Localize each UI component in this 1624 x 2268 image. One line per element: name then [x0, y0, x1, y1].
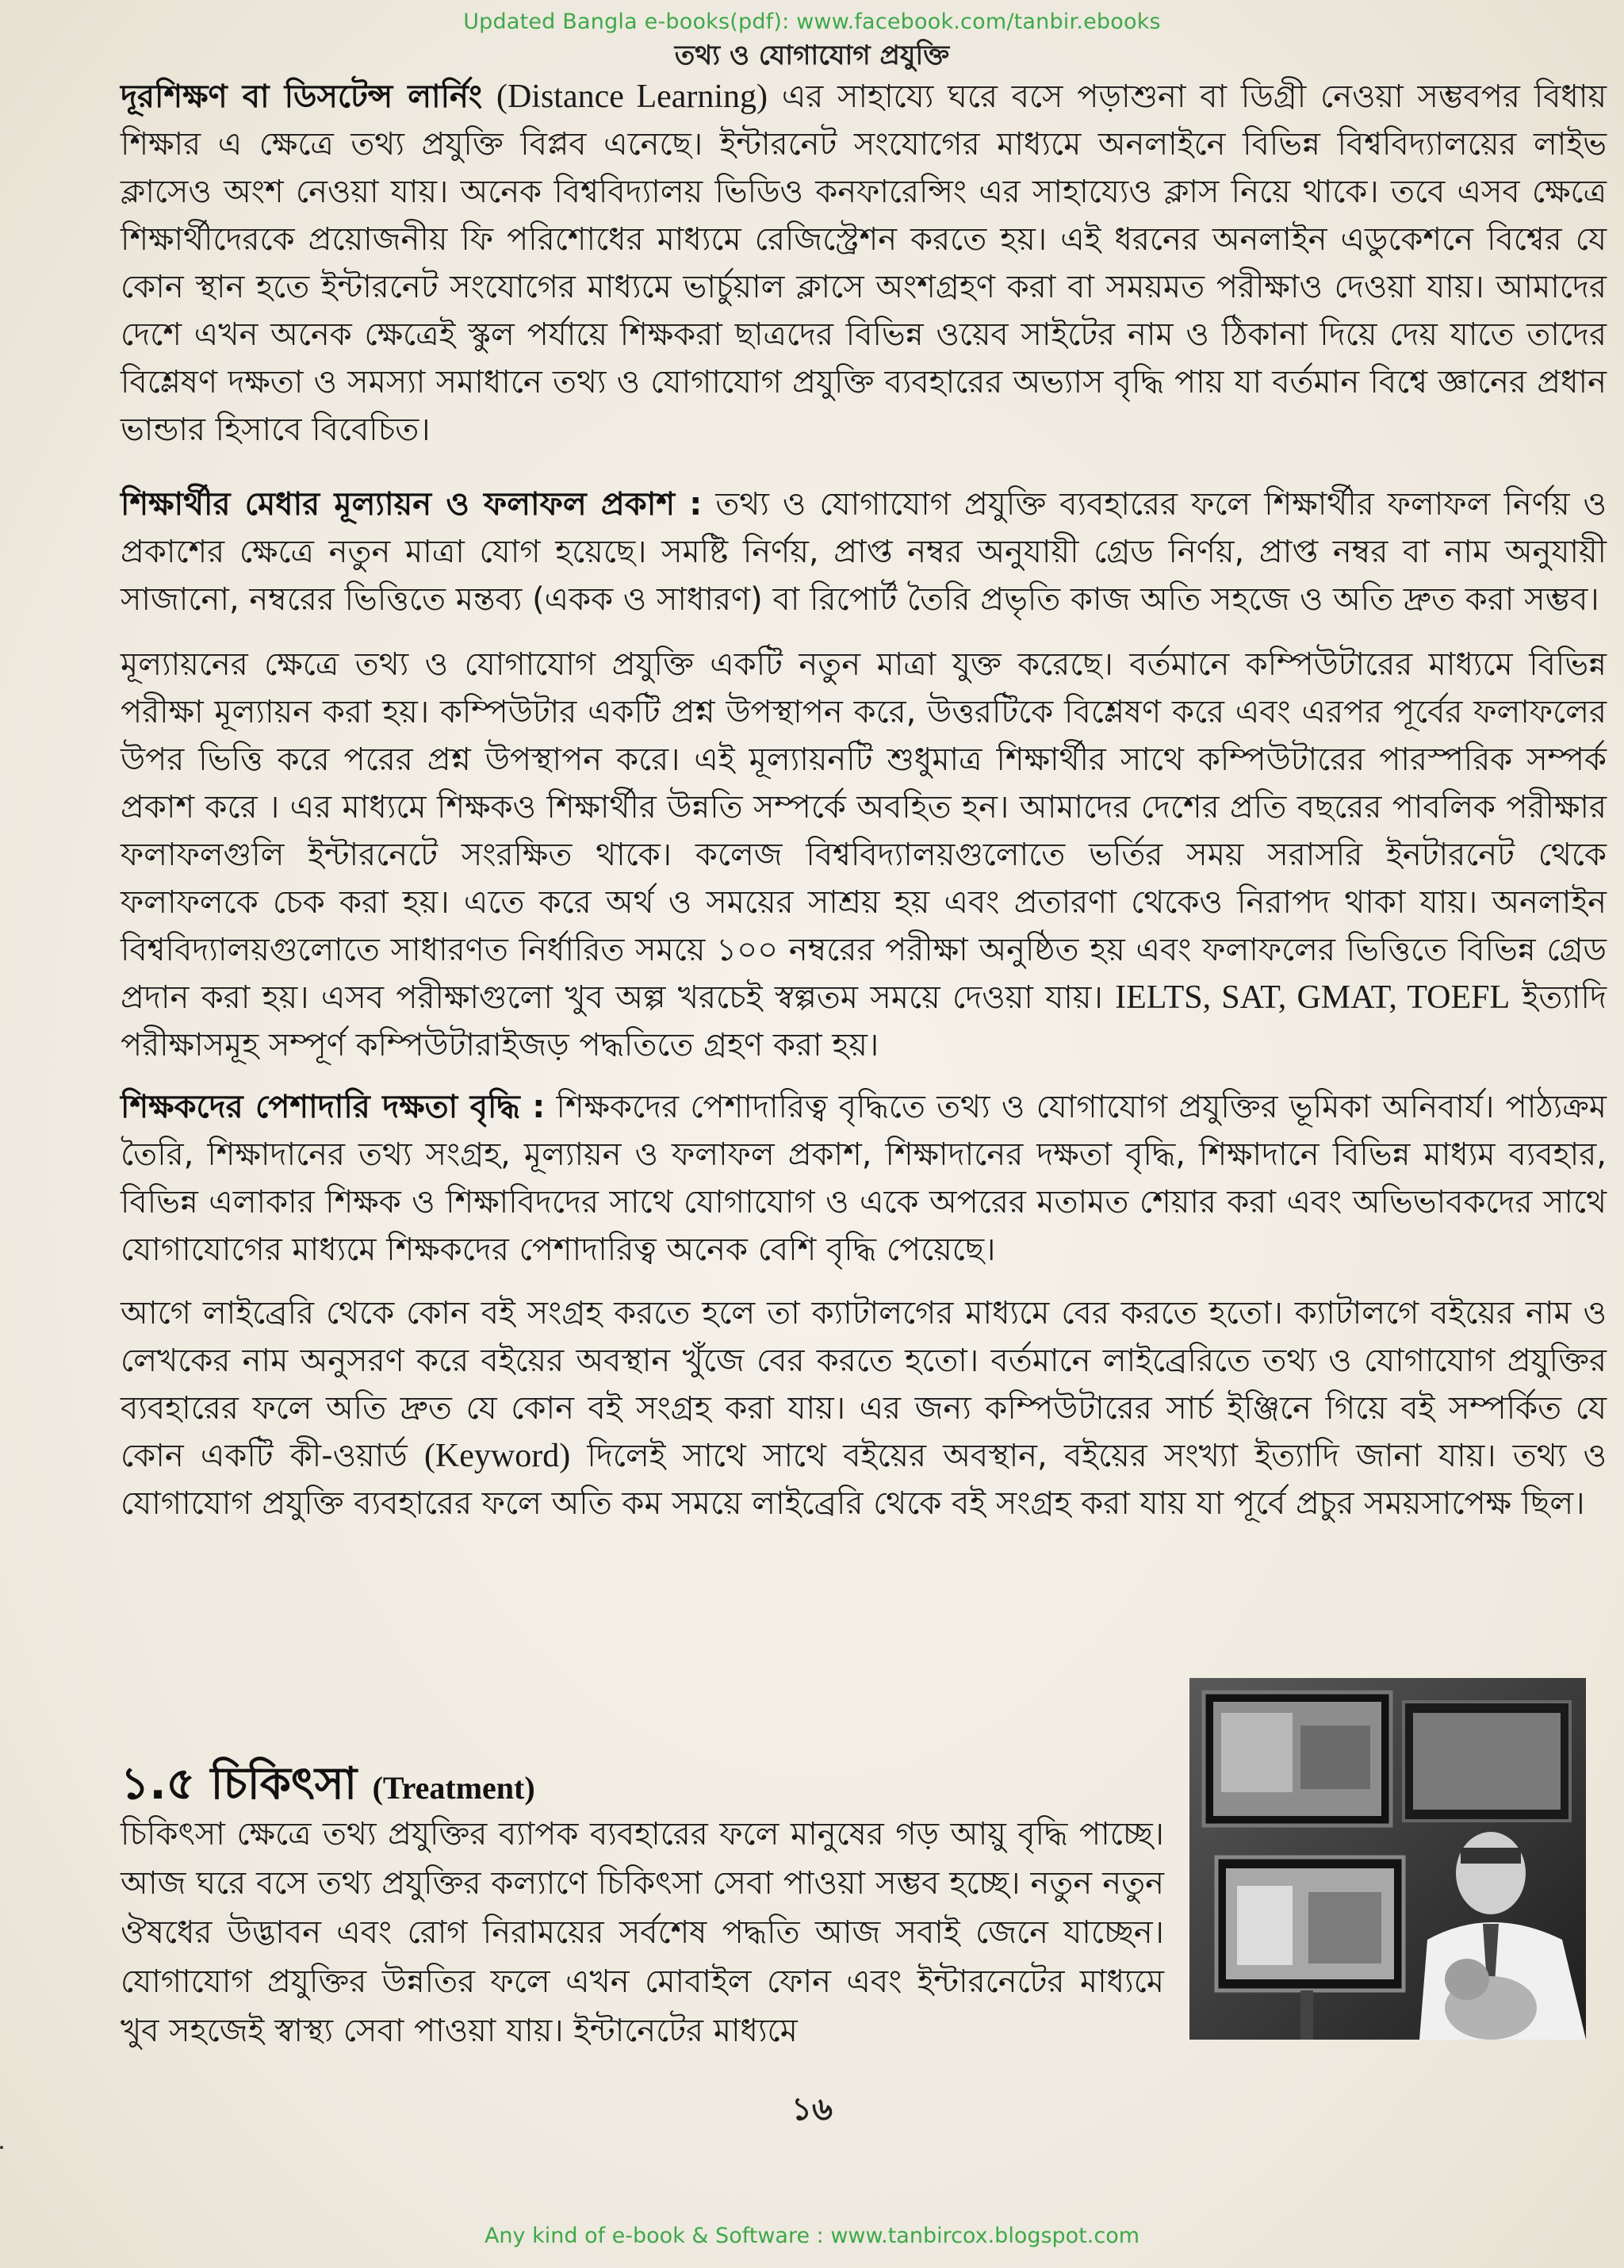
- latin-term: (Keyword): [423, 1438, 571, 1474]
- section-title-english: (Treatment): [372, 1770, 535, 1806]
- paragraph-body: আগে লাইব্রেরি থেকে কোন বই সংগ্রহ করতে হলে তা ক্যাটালগের মাধ্যমে বের করতে হতো। ক্যাটালগে বইয়ের নাম ও লেখকের নাম অনুসরণ করে বইয়ের অবস্থান খুঁজে বের করতে হতো। বর্তমানে লাইব্রেরিতে তথ্য ও যোগাযোগ প্রযুক্তির ব্যবহারের ফলে অতি দ্রুত যে কোন বই সংগ্রহ করা যায়। এর জন্য কম্পিউটারের সার্চ ইঞ্জিনে গিয়ে বই সম্পর্কিত যে কোন একটি কী-ওয়ার্ড: [121, 1295, 1607, 1474]
- bottom-watermark-link[interactable]: Any kind of e-book & Software : www.tanbircox.blogspot.com: [484, 2224, 1140, 2248]
- telemedicine-photo: [1189, 1678, 1586, 2040]
- scan-speck: [0, 2146, 3, 2149]
- paragraph-body: শিক্ষকদের পেশাদারিত্ব বৃদ্ধিতে তথ্য ও যোগাযোগ প্রযুক্তির ভূমিকা অনিবার্য। পাঠ্যক্রম তৈরি, শিক্ষাদানের তথ্য সংগ্রহ, মূল্যায়ন ও ফলাফল প্রকাশ, শিক্ষাদানের দক্ষতা বৃদ্ধি, শিক্ষাদানে বিভিন্ন মাধ্যম ব্যবহার, বিভিন্ন এলাকার শিক্ষক ও শিক্ষাবিদদের সাথে যোগাযোগ ও একে অপরের মতামত শেয়ার করা এবং অভিভাবকদের সাথে যোগাযোগের মাধ্যমে শিক্ষকদের পেশাদারিত্ব অনেক বেশি বৃদ্ধি পেয়েছে।: [121, 1089, 1607, 1268]
- section-title: চিকিৎসা: [210, 1758, 358, 1810]
- latin-term: (Distance Learning): [496, 79, 768, 115]
- body-content: [121, 73, 1607, 1548]
- paragraph-body: মূল্যায়নের ক্ষেত্রে তথ্য ও যোগাযোগ প্রযুক্তি একটি নতুন মাত্রা যুক্ত করেছে। বর্তমানে কম্পিউটারের মাধ্যমে বিভিন্ন পরীক্ষা মূল্যায়ন করা হয়। কম্পিউটার একটি প্রশ্ন উপস্থাপন করে, উত্তরটিকে বিশ্লেষণ করে এবং এরপর পূর্বের ফলাফলের উপর ভিত্তি করে পরের প্রশ্ন উপস্থাপন করে। এই মূল্যায়নটি শুধুমাত্র শিক্ষার্থীর সাথে কম্পিউটারের পারস্পরিক সম্পর্ক প্রকাশ করে । এর মাধ্যমে শিক্ষকও শিক্ষার্থীর উন্নতি সম্পর্কে অবহিত হন। আমাদের দেশের প্রতি বছরের পাবলিক পরীক্ষার ফলাফলগুলি ইন্টারনেটে সংরক্ষিত থাকে। কলেজ বিশ্ববিদ্যালয়গুলোতে ভর্তির সময় সরাসরি ইনটারনেট থেকে ফলাফলকে চেক করা হয়। এতে করে অর্থ ও সময়ের সাশ্রয় হয় এবং প্রতারণা থেকেও নিরাপদ থাকা যায়। অনলাইন বিশ্ববিদ্যালয়গুলোতে সাধারণত নির্ধারিত সময়ে ১০০ নম্বরের পরীক্ষা অনুষ্ঠিত হয় এবং ফলাফলের ভিত্তিতে বিভিন্ন গ্রেড প্রদান করা হয়। এসব পরীক্ষাগুলো খুব অল্প খরচেই স্বল্পতম সময়ে দেওয়া যায়।: [121, 646, 1607, 1016]
- paragraph-library: [121, 1289, 1607, 1527]
- paragraph-evaluation: [121, 481, 1607, 623]
- paragraph-lead: দূরশিক্ষণ বা ডিসটেন্স লার্নিং: [121, 79, 483, 115]
- paragraph-tail: দিলেই সাথে সাথে বইয়ের অবস্থান, বইয়ের সংখ্যা ইত্যাদি জানা যায়। তথ্য ও যোগাযোগ প্রযুক্তি ব্যবহারের ফলে অতি কম সময়ে লাইব্রেরি থেকে বই সংগ্রহ করা যায় যা পূর্বে প্রচুর সময়সাপেক্ষ ছিল।: [121, 1438, 1607, 1522]
- paragraph-teacher-skills: [121, 1083, 1607, 1274]
- telemedicine-photo-illustration: [1189, 1678, 1586, 2040]
- paragraph-assessment: [121, 641, 1607, 1069]
- section-body: চিকিৎসা ক্ষেত্রে তথ্য প্রযুক্তির ব্যাপক ব্যবহারের ফলে মানুষের গড় আয়ু বৃদ্ধি পাচ্ছে। আজ ঘরে বসে তথ্য প্রযুক্তির কল্যাণে চিকিৎসা সেবা পাওয়া সম্ভব হচ্ছে। নতুন নতুন ঔষধের উদ্ভাবন এবং রোগ নিরাময়ের সর্বশেষ পদ্ধতি আজ সবাই জেনে যাচ্ছেন। যোগাযোগ প্রযুক্তির উন্নতির ফলে এখন মোবাইল ফোন এবং ইন্টারনেটের মাধ্যমে খুব সহজেই স্বাস্থ্য সেবা পাওয়া যায়। ইন্টানেটের মাধ্যমে: [121, 1816, 1164, 2049]
- paragraph-lead: শিক্ষার্থীর মেধার মূল্যায়ন ও ফলাফল প্রকাশ :: [121, 486, 703, 523]
- running-header: তথ্য ও যোগাযোগ প্রযুক্তি: [674, 40, 950, 71]
- paragraph-tail: ইত্যাদি পরীক্ষাসমূহ সম্পূর্ণ কম্পিউটারাইজড় পদ্ধতিতে গ্রহণ করা হয়।: [121, 979, 1607, 1063]
- paragraph-lead: শিক্ষকদের পেশাদারি দক্ষতা বৃদ্ধি :: [121, 1089, 546, 1125]
- top-watermark-link[interactable]: Updated Bangla e-books(pdf): www.facebook.com/tanbir.ebooks: [463, 10, 1161, 34]
- paragraph-distance-learning: [121, 73, 1607, 454]
- paragraph-body: এর সাহায্যে ঘরে বসে পড়াশুনা বা ডিগ্রী নেওয়া সম্ভবপর বিধায় শিক্ষার এ ক্ষেত্রে তথ্য প্রযুক্তি বিপ্লব এনেছে। ইন্টারনেট সংযোগের মাধ্যমে অনলাইনে বিভিন্ন বিশ্ববিদ্যালয়ের লাইভ ক্লাসেও অংশ নেওয়া যায়। অনেক বিশ্ববিদ্যালয় ভিডিও কনফারেন্সিং এর সাহায্যেও ক্লাস নিয়ে থাকে। তবে এসব ক্ষেত্রে শিক্ষার্থীদেরকে প্রয়োজনীয় ফি পরিশোধের মাধ্যমে রেজিস্ট্রেশন করতে হয়। এই ধরনের অনলাইন এডুকেশনে বিশ্বের যে কোন স্থান হতে ইন্টারনেট সংযোগের মাধ্যমে ভার্চুয়াল ক্লাসে অংশগ্রহণ করা বা সময়মত পরীক্ষাও দেওয়া যায়। আমাদের দেশে এখন অনেক ক্ষেত্রেই স্কুল পর্যায়ে শিক্ষকরা ছাত্রদের বিভিন্ন ওয়েব সাইটের নাম ও ঠিকানা দিয়ে দেয় যাতে তাদের বিশ্লেষণ দক্ষতা ও সমস্যা সমাধানে তথ্য ও যোগাযোগ প্রযুক্তি ব্যবহারের অভ্যাস বৃদ্ধি পায় যা বর্তমান বিশ্বে জ্ঞানের প্রধান ভান্ডার হিসাবে বিবেচিত।: [121, 79, 1607, 448]
- latin-term: IELTS, SAT, GMAT, TOEFL: [1115, 979, 1511, 1016]
- page-number: ১৬: [791, 2091, 833, 2128]
- section-number: ১.৫: [121, 1758, 195, 1810]
- paragraph-body: তথ্য ও যোগাযোগ প্রযুক্তি ব্যবহারের ফলে শিক্ষার্থীর ফলাফল নির্ণয় ও প্রকাশের ক্ষেত্রে নতুন মাত্রা যোগ হয়েছে। সমষ্টি নির্ণয়, প্রাপ্ত নম্বর অনুযায়ী গ্রেড নির্ণয়, প্রাপ্ত নম্বর বা নাম অনুযায়ী সাজানো, নম্বরের ভিত্তিতে মন্তব্য (একক ও সাধারণ) বা রিপোর্ট তৈরি প্রভৃতি কাজ অতি সহজে ও অতি দ্রুত করা সম্ভব।: [121, 486, 1607, 618]
